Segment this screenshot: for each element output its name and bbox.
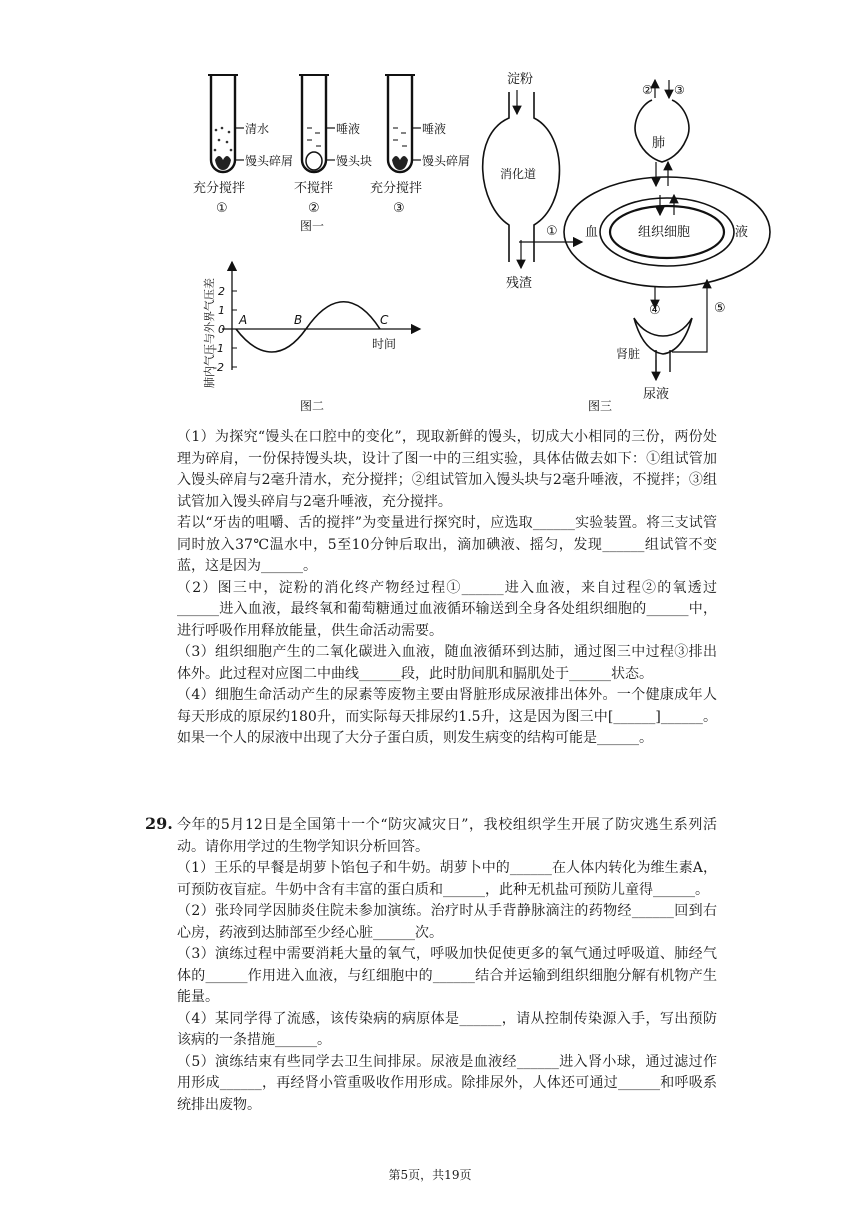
q28-part3: （3）组织细胞产生的二氧化碳进入血液，随血液循环到达肺，通过图三中过程③排出体外。此过程对应图二中曲线______段，此时肋间肌和膈肌处于______状态。 xyxy=(177,644,717,682)
ytick-1: 1 xyxy=(218,304,225,317)
tube3-caption: 充分搅拌 xyxy=(370,181,423,196)
q29-item5: （5）演练结束有些同学去卫生间排尿。尿液是血液经______进入肾小球，通过滤过作用形成______，再经肾小管重吸收作用形成。除排尿外，人体还可通过______和呼吸系统排出废物。 xyxy=(177,1053,717,1113)
label-kidney: 肾脏 xyxy=(616,347,641,361)
q29-intro: 今年的5月12日是全国第十一个“防灾减灾日”，我校组织学生开展了防灾逃生系列活动。请你用学过的生物学知识分析回答。 xyxy=(177,817,717,855)
tube2-caption: 不搅拌 xyxy=(294,181,334,196)
label-lung: 肺 xyxy=(652,136,666,151)
figure1-title: 图一 xyxy=(300,219,325,233)
lung xyxy=(635,100,689,162)
figure3 xyxy=(483,71,770,413)
label-p5: ⑤ xyxy=(714,301,726,316)
ytick-0: 0 xyxy=(218,323,225,336)
figure3-title: 图三 xyxy=(588,399,613,413)
tube2-number: ② xyxy=(308,201,320,216)
test-tube-1 xyxy=(193,75,293,216)
tube3-number: ③ xyxy=(393,201,405,216)
q28-part1-cont: 若以“牙齿的咀嚼、舌的搅拌”为变量进行探究时，应选取______实验装置。将三支试管同时放入37℃温水中，5至10分钟后取出，滴加碘液、摇匀，发现______组试管不变蓝，这是因为______。 xyxy=(177,515,717,574)
label-p4: ④ xyxy=(649,303,661,318)
q29-item2: （2）张玲同学因肺炎住院未参加演练。治疗时从手背静脉滴注的药物经______回到右心房，药液到达肺部至少经心脏______次。 xyxy=(177,903,717,941)
figure2-xlabel: 时间 xyxy=(372,337,397,351)
label-urine: 尿液 xyxy=(643,387,670,402)
figures-area xyxy=(0,0,860,420)
q28-part4: （4）细胞生命活动产生的尿素等废物主要由肾脏形成尿液排出体外。一个健康成年人每天形成的原尿约180升，而实际每天排尿约1.5升，这是因为图三中[______]______。如果一个人的尿液中出现了大分子蛋白质，则发生病变的结构可能是______。 xyxy=(177,687,717,746)
figure2-ylabel: 肺内气压与外界气压差 xyxy=(203,278,216,388)
q29-number: 29. xyxy=(145,814,173,833)
q28-text xyxy=(177,427,717,750)
q29-text xyxy=(177,815,717,1116)
label-p1: ① xyxy=(546,224,558,239)
label-fluid: 液 xyxy=(735,225,749,240)
ytick-neg2: -2 xyxy=(213,361,224,374)
q29-item3: （3）演练过程中需要消耗大量的氧气，呼吸加快促使更多的氧气通过呼吸道、肺经气体的______作用进入血液，与红细胞中的______结合并运输到组织细胞分解有机物产生能量。 xyxy=(177,946,717,1005)
label-digestive: 消化道 xyxy=(500,167,537,181)
tube3-label-top: 唾液 xyxy=(422,122,447,136)
tube1-label-bottom: 馒头碎屑 xyxy=(245,154,294,168)
point-b: B xyxy=(294,313,303,327)
tube2-label-top: 唾液 xyxy=(336,122,361,136)
tube1-label-top: 清水 xyxy=(245,122,270,136)
label-tissue: 组织细胞 xyxy=(638,225,691,240)
q28-part1: （1）为探究“馒头在口腔中的变化”，现取新鲜的馒头，切成大小相同的三份，两份处理为碎肩，一份保持馒头块，设计了图一中的三组实验，具体估做去如下：①组试管加入馒头碎肩与2毫升清水，充分搅拌；②组试管加入馒头块与2毫升唾液，不搅拌；③组试管加入馒头碎肩与2毫升唾液，充分搅拌。 xyxy=(177,429,717,510)
page-footer: 第5页，共19页 xyxy=(388,1168,472,1182)
test-tube-2 xyxy=(294,75,372,216)
tube1-caption: 充分搅拌 xyxy=(193,181,246,196)
ytick-neg1: -1 xyxy=(213,342,224,355)
label-starch: 淀粉 xyxy=(507,72,534,87)
tube2-label-bottom: 馒头块 xyxy=(336,154,373,168)
ytick-2: 2 xyxy=(218,285,225,298)
point-a: A xyxy=(239,313,248,327)
figure2-title: 图二 xyxy=(300,399,325,413)
figure1 xyxy=(193,75,470,233)
label-p3: ③ xyxy=(674,83,685,97)
figure2 xyxy=(202,262,420,413)
label-blood: 血 xyxy=(585,225,599,240)
point-c: C xyxy=(380,313,389,327)
kidney xyxy=(634,318,692,354)
q29-item1: （1）王乐的早餐是胡萝卜馅包子和牛奶。胡萝卜中的______在人体内转化为维生素A，可预防夜盲症。牛奶中含有丰富的蛋白质和______，此种无机盐可预防儿童得______。 xyxy=(177,860,717,898)
pressure-curve xyxy=(236,302,380,352)
tube3-label-bottom: 馒头碎屑 xyxy=(422,154,471,168)
q28-part2: （2）图三中，淀粉的消化终产物经过程①______进入血液，来自过程②的氧透过______进入血液，最终氧和葡萄糖通过血液循环输送到全身各处组织细胞的______中，进行呼吸作用释放能量，供生命活动需要。 xyxy=(177,579,717,639)
label-p2: ② xyxy=(642,83,653,97)
label-residue: 残渣 xyxy=(506,276,533,291)
test-tube-3 xyxy=(370,75,470,216)
tube1-number: ① xyxy=(216,201,228,216)
q29-item4: （4）某同学得了流感，该传染病的病原体是______，请从控制传染源入手，写出预防该病的一条措施______。 xyxy=(177,1010,717,1048)
